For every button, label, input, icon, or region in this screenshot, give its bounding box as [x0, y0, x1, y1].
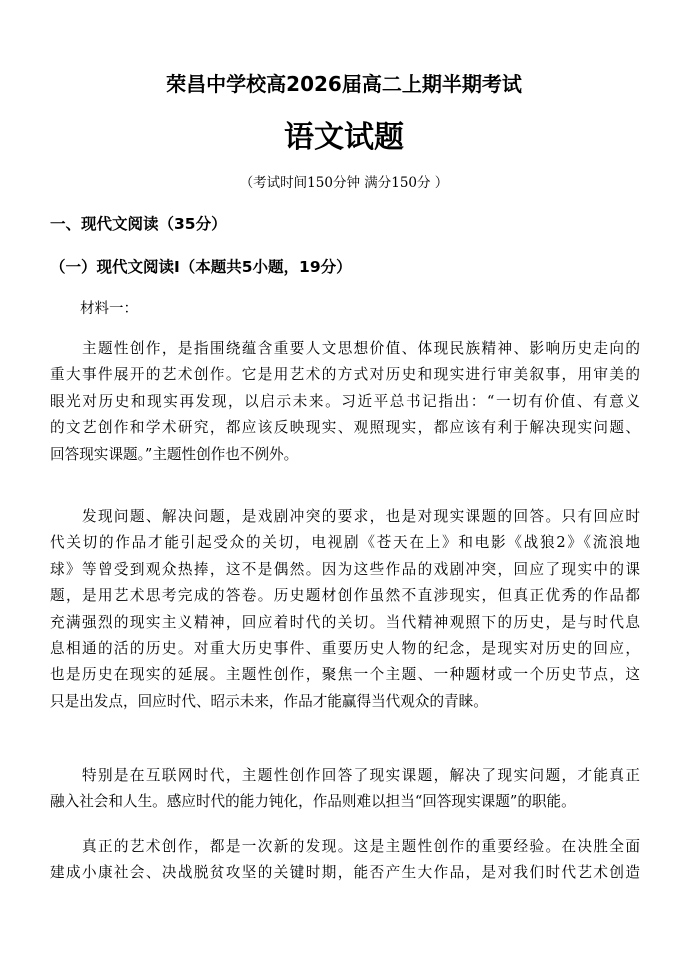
paragraph-line: 题，是用艺术思考完成的答卷。历史题材创作虽然不直涉现实，但真正优秀的作品都 [50, 587, 640, 605]
paragraph-line: 代关切的作品才能引起受众的关切，电视剧《苍天在上》和电影《战狼2》《流浪地 [50, 534, 640, 552]
paragraph-line: 发现问题、解决问题，是戏剧冲突的要求，也是对现实课题的回答。只有回应时 [50, 508, 640, 525]
paragraph-line: 只是出发点，回应时代、昭示未来，作品才能赢得当代观众的青睐。 [50, 692, 488, 710]
paragraph-line: 特别是在互联网时代，主题性创作回答了现实课题，解决了现实问题，才能真正 [50, 767, 640, 784]
exam-time-and-score: （考试时间150分钟 满分150分 ） [239, 175, 449, 191]
paragraph-line: 融入社会和人生。感应时代的能力钝化，作品则难以担当“回答现实课题”的职能。 [50, 793, 576, 811]
subsection-heading: （一）现代文阅读Ⅰ（本题共5小题，19分） [50, 258, 352, 276]
paragraph-line: 回答现实课题。”主题性创作也不例外。 [50, 445, 299, 463]
paragraph-line: 也是历史在现实的延展。主题性创作，聚焦一个主题、一种题材或一个历史节点，这 [50, 666, 640, 684]
paragraph-3 [50, 763, 640, 816]
paragraph-line: 建成小康社会、决战脱贫攻坚的关键时期，能否产生大作品，是对我们时代艺术创造 [50, 864, 640, 882]
material-label: 材料一： [80, 301, 138, 317]
paragraph-line: 球》等曾受到观众热捧，这不是偶然。因为这些作品的戏剧冲突，回应了现实中的课 [50, 560, 640, 578]
school-exam-title: 荣昌中学校高2026届高二上期半期考试 [166, 72, 522, 96]
paragraph-4 [50, 834, 640, 887]
paragraph-line: 重大事件展开的艺术创作。它是用艺术的方式对历史和现实进行审美叙事，用审美的 [50, 366, 640, 384]
paragraph-line: 息相通的活的历史。对重大历史事件、重要历史人物的纪念，是现实对历史的回应， [50, 640, 640, 658]
paragraph-1 [50, 336, 640, 468]
section-heading: 一、现代文阅读（35分） [50, 215, 227, 233]
paragraph-line: 主题性创作，是指围绕蕴含重要人文思想价值、体现民族精神、影响历史走向的 [50, 340, 640, 357]
paragraph-line: 眼光对历史和现实再发现，以启示未来。习近平总书记指出：“一切有价值、有意义 [50, 392, 640, 410]
paragraph-line: 充满强烈的现实主义精神，回应着时代的关切。当代精神观照下的历史，是与时代息 [50, 613, 640, 631]
paragraph-line: 真正的艺术创作，都是一次新的发现。这是主题性创作的重要经验。在决胜全面 [50, 838, 640, 855]
paragraph-line: 的文艺创作和学术研究，都应该反映现实、观照现实，都应该有利于解决现实问题、 [50, 419, 640, 437]
subject-title: 语文试题 [284, 120, 404, 155]
paragraph-2 [50, 504, 640, 715]
